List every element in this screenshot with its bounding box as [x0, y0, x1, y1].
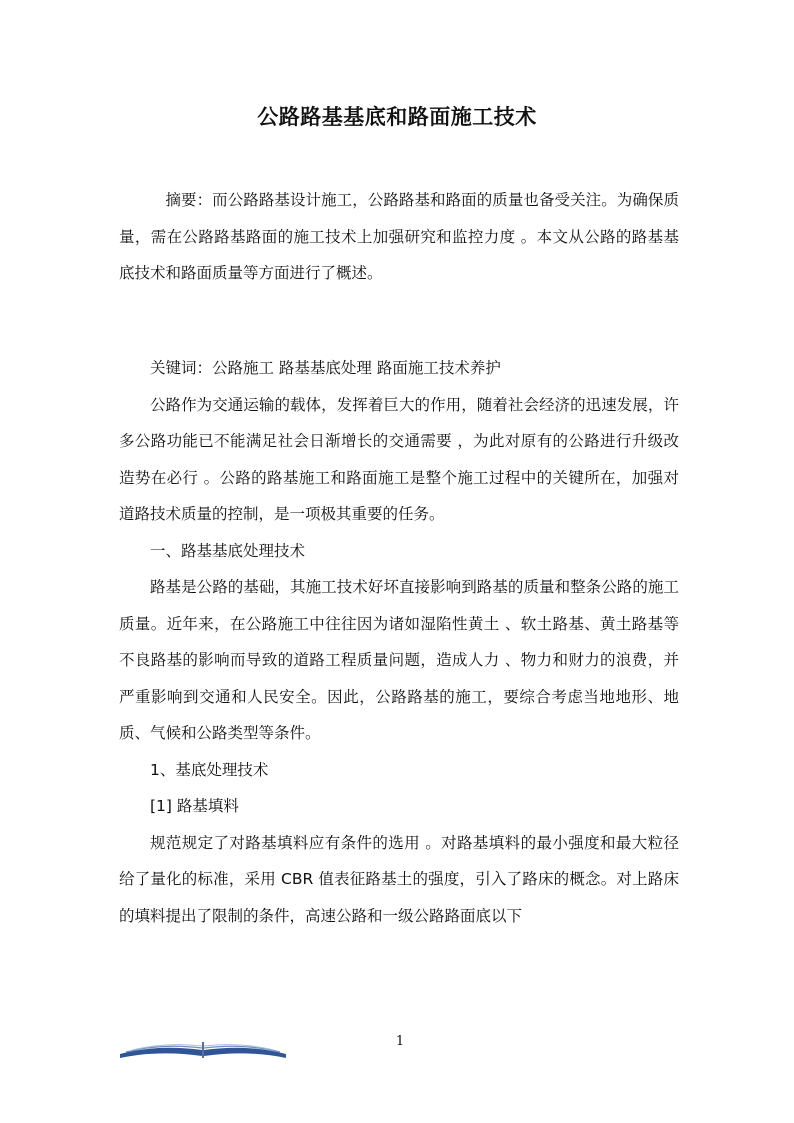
subsection-heading: 1、基底处理技术 — [150, 760, 269, 779]
page-number: 1 — [395, 1034, 405, 1049]
open-book-icon — [118, 1036, 288, 1060]
body-paragraph: 路基是公路的基础，其施工技术好坏直接影响到路基的质量和整条公路的施工质量。近年来，在公路施工中往往因为诸如湿陷性黄土 、软土路基、黄土路基等不良路基的影响而导致的道路工程质量问题，造成人力 、物力和财力的浪费，并严重影响到交通和人民安全。因此，公路路基的施工，要综合考虑当地地形、地质、气候和公路类型等条件。 — [119, 578, 679, 742]
abstract-paragraph: 摘要：而公路路基设计施工，公路路基和路面的质量也备受关注。为确保质量，需在公路路基路面的施工技术上加强研究和监控力度 。本文从公路的路基基底技术和路面质量等方面进行了概述。 — [119, 191, 679, 282]
body-paragraph: 规范规定了对路基填料应有条件的选用 。对路基填料的最小强度和最大粒径给了量化的标准，采用 CBR 值表征路基土的强度，引入了路床的概念。对上路床的填料提出了限制的条件，高速公路和一级公路路面底以下 — [119, 833, 679, 925]
page-footer — [0, 1030, 794, 1070]
keywords-line: 关键词：公路施工 路基基底处理 路面施工技术养护 — [150, 359, 501, 377]
subsubsection-heading: [1] 路基填料 — [150, 797, 239, 815]
document-title: 公路路基基底和路面施工技术 — [257, 105, 537, 129]
abstract-section — [119, 182, 679, 292]
body-paragraph: 公路作为交通运输的载体，发挥着巨大的作用，随着社会经济的迅速发展，许多公路功能已不能满足社会日渐增长的交通需要 ，为此对原有的公路进行升级改造势在必行 。公路的路基施工和路面施工是整个施工过程中的关键所在，加强对道路技术质量的控制，是一项极其重要的任务。 — [119, 395, 679, 523]
main-body — [119, 350, 679, 934]
section-heading: 一、路基基底处理技术 — [150, 541, 306, 560]
